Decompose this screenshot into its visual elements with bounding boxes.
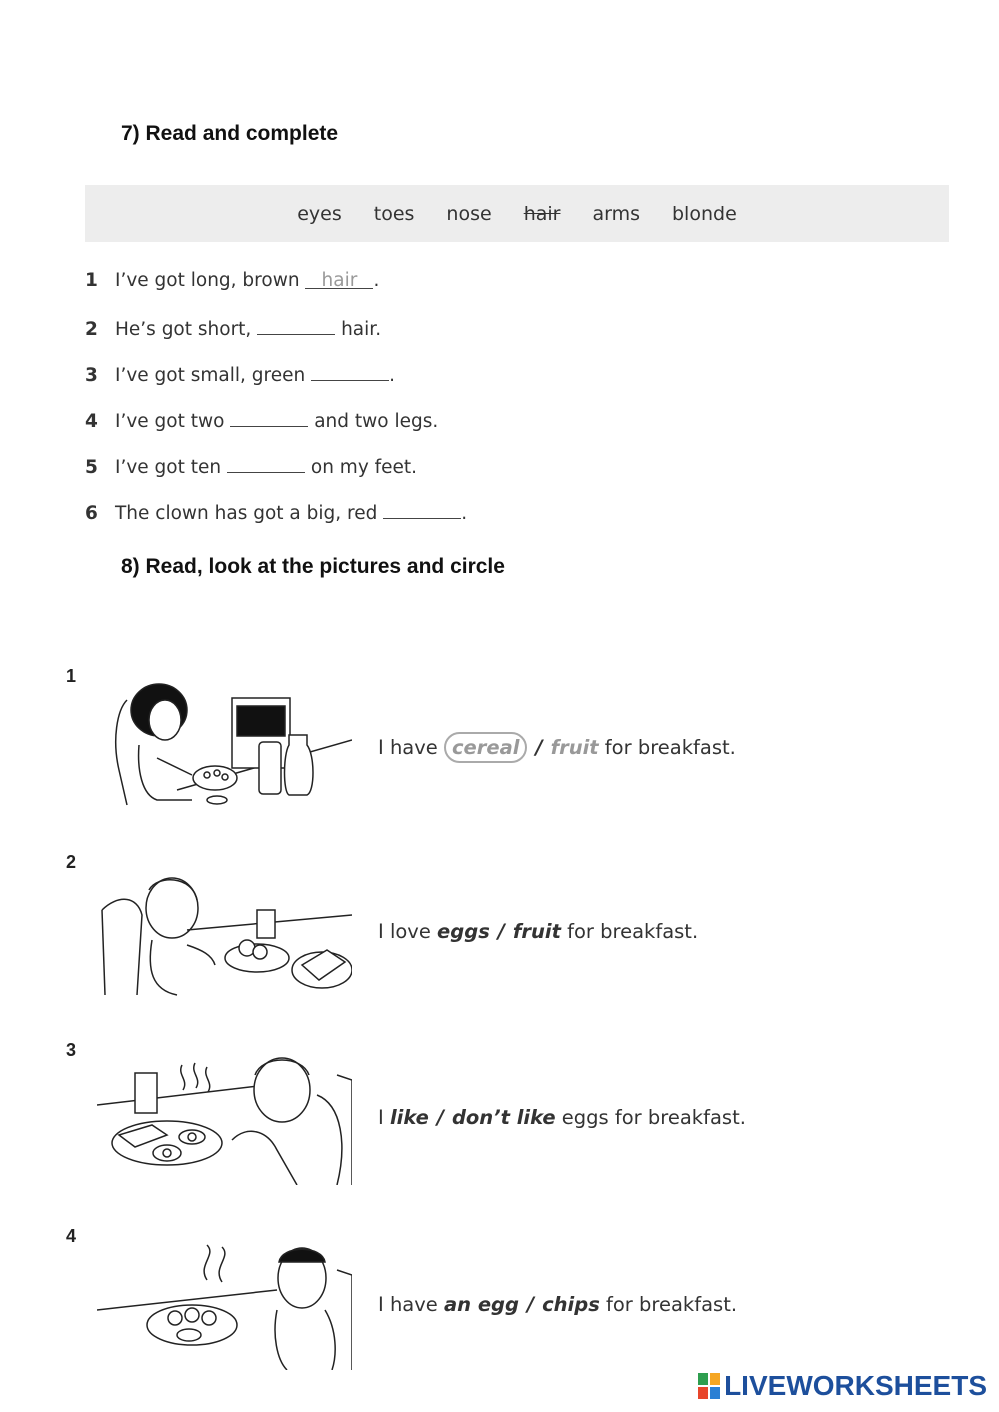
option-separator: / — [535, 736, 543, 759]
sentence-text: I’ve got long, brown — [115, 270, 306, 291]
sentence-text: . — [389, 365, 395, 386]
question-number: 2 — [66, 852, 77, 872]
sentence-text: . — [373, 270, 380, 291]
choice-sentence-4 — [378, 1293, 737, 1316]
sentence-number: 4 — [85, 411, 98, 432]
word-bank — [85, 185, 949, 242]
choice-text: I — [378, 1106, 390, 1129]
sentence-text: on my feet. — [305, 457, 418, 478]
girl-eating-cereal-illustration — [97, 680, 352, 810]
question-number: 1 — [66, 666, 77, 686]
answer-blank[interactable] — [383, 500, 461, 519]
section-7-heading: 7) Read and complete — [121, 122, 339, 145]
choice-sentence-3 — [378, 1106, 746, 1129]
answer-blank[interactable] — [227, 454, 305, 473]
option-b[interactable]: fruit — [512, 920, 561, 943]
word-bank-item: eyes — [297, 202, 342, 225]
answer-blank[interactable]: hair — [305, 270, 373, 289]
boy-with-egg-illustration — [97, 1240, 352, 1370]
sentence-3 — [85, 362, 395, 386]
section-8-heading: 8) Read, look at the pictures and circle — [121, 555, 505, 578]
option-a-circled[interactable]: cereal — [444, 732, 527, 763]
sentence-text: The clown has got a big, red — [115, 503, 384, 524]
girl-with-fruit-illustration — [97, 870, 352, 1000]
choice-text: for breakfast. — [599, 1293, 738, 1316]
option-b[interactable]: don’t like — [451, 1106, 556, 1129]
option-a[interactable]: like — [389, 1106, 429, 1129]
sentence-2 — [85, 316, 381, 340]
sentence-number: 2 — [85, 319, 98, 340]
boy-with-eggs-illustration — [97, 1055, 352, 1185]
option-b[interactable]: fruit — [550, 736, 599, 759]
sentence-4 — [85, 408, 438, 432]
liveworksheets-logo-icon — [698, 1373, 720, 1399]
option-b[interactable]: chips — [542, 1293, 600, 1316]
sentence-text: He’s got short, — [115, 319, 258, 340]
choice-text: for breakfast. — [598, 736, 736, 759]
option-separator: / — [526, 1293, 535, 1316]
answer-blank[interactable] — [230, 408, 308, 427]
sentence-number: 6 — [85, 503, 98, 524]
choice-text: for breakfast. — [560, 920, 699, 943]
choice-text: eggs for breakfast. — [555, 1106, 746, 1129]
sentence-number: 5 — [85, 457, 98, 478]
liveworksheets-logo — [698, 1370, 987, 1402]
word-bank-item: toes — [373, 202, 415, 225]
sentence-5 — [85, 454, 417, 478]
choice-text: I love — [378, 920, 438, 943]
question-number: 3 — [66, 1040, 77, 1060]
choice-text: I have — [378, 736, 444, 759]
choice-sentence-2 — [378, 920, 698, 943]
sentence-6 — [85, 500, 467, 524]
sentence-number: 1 — [85, 270, 98, 291]
sentence-text: I’ve got ten — [115, 457, 227, 478]
sentence-text: and two legs. — [308, 411, 439, 432]
word-bank-item: blonde — [672, 202, 737, 225]
option-a[interactable]: an egg — [444, 1293, 519, 1316]
logo-text: LIVEWORKSHEETS — [724, 1370, 987, 1401]
sentence-text: . — [461, 503, 468, 524]
sentence-text: hair. — [335, 319, 382, 340]
sentence-text: I’ve got small, green — [115, 365, 312, 386]
option-separator: / — [497, 920, 505, 943]
sentence-1 — [85, 270, 379, 291]
option-a[interactable]: eggs — [437, 920, 490, 943]
option-separator: / — [436, 1106, 444, 1129]
choice-sentence-1 — [378, 732, 736, 763]
sentence-number: 3 — [85, 365, 98, 386]
choice-text: I have — [378, 1293, 444, 1316]
answer-blank[interactable] — [257, 316, 335, 335]
answer-blank[interactable] — [311, 362, 389, 381]
word-bank-item: nose — [446, 202, 492, 225]
sentence-text: I’ve got two — [115, 411, 231, 432]
word-bank-item: arms — [592, 202, 640, 225]
question-number: 4 — [66, 1226, 77, 1246]
word-bank-item-used: hair — [523, 202, 561, 225]
